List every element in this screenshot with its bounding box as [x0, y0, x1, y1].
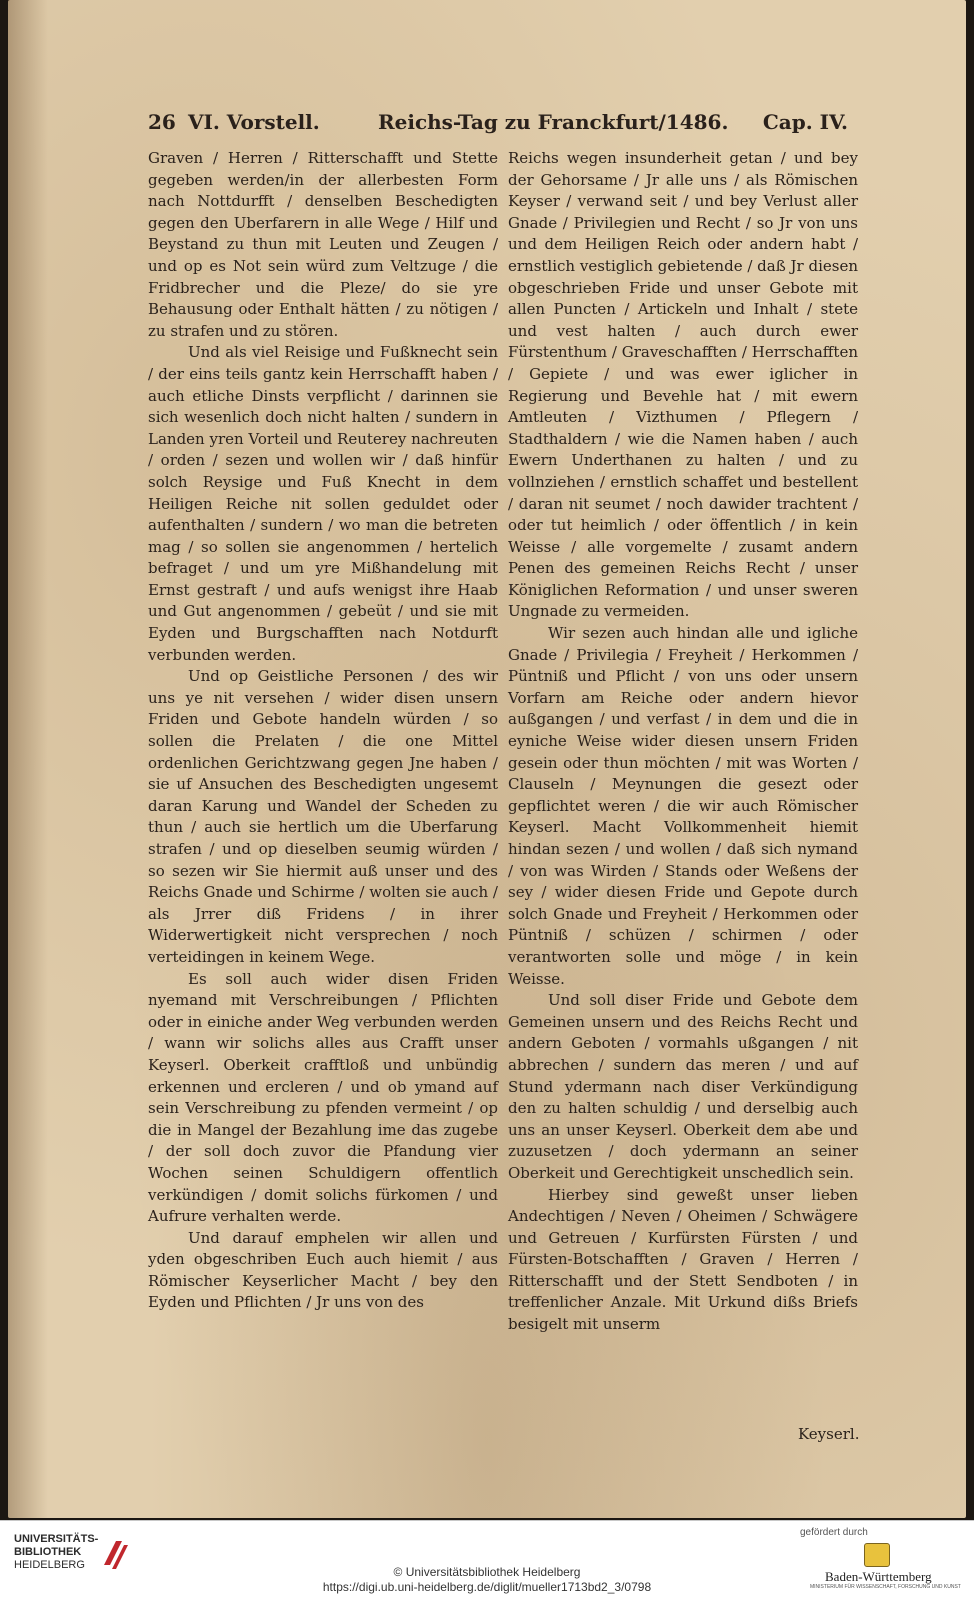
paragraph: Und darauf emphelen wir allen und yden obgeschriben Euch auch hiemit / aus Römischer Keyserlicher Macht / bey den Eyden und Pflichten / Jr uns von des: [148, 1228, 498, 1312]
paragraph: Es soll auch wider disen Friden nyemand mit Verschreibungen / Pflichten oder in einiche ander Weg verbunden werden / wann wir solichs alles aus Crafft unser Keyserl. Oberkeit crafftloß und unbündig erkennen und ercleren / und ob ymand auf sein Verschreibung zu pfenden vermeint / op die in Mangel der Bezahlung ime das zugebe / der soll doch zuvor die Pfandung vier Wochen seinen Schuldigern offentlich verkündigen / domit solichs fürkomen / und Aufrure verhalten werde.: [148, 969, 498, 1226]
paragraph: Wir sezen auch hindan alle und igliche Gnade / Privilegia / Freyheit / Herkommen / Püntniß und Pflicht / von uns oder unsern Vorfarn am Reiche oder andern hievor außgangen / und verfast / in dem und die in eyniche Weise wider diesen unsern Friden gesein oder thun möchten / mit was Worten / Clauseln / Meynungen die gesezt oder gepflichtet weren / die wir auch Römischer Keyserl. Macht Vollkommenheit hiemit hindan sezen / und wollen / daß sich nymand / von was Wirden / Stands oder Weßens der sey / wider diesen Fride und Gepote durch solch Gnade und Freyheit / Herkommen oder Püntniß / schüzen / schirmen / oder verantworten solle und möge / in kein Weisse.: [508, 624, 858, 988]
page-number: 26: [148, 110, 176, 134]
funder-subtitle: MINISTERIUM FÜR WISSENSCHAFT, FORSCHUNG UND KUNST: [810, 1584, 961, 1590]
document-page: [8, 0, 966, 1518]
paragraph: Reichs wegen insunderheit getan / und bey der Gehorsame / Jr alle uns / als Römischen Keyser / verwand seit / und bey Verlust aller Gnade / Privilegien und Recht / so Jr von uns und dem Heiligen Reich oder andern habt / ernstlich vestiglich gebietende / daß Jr diesen obgeschrieben Fride und unser Gebote mit allen Puncten / Artickeln und Inhalt / stete und vest halten / auch durch ewer Fürstenthum / Graveschafften / Herrschafften / Gepiete / und was ewer iglicher in Regierung und Bevehle hat / mit ewern Amtleuten / Vizthumen / Pflegern / Stadthaldern / wie die Namen haben / auch Ewern Underthanen zu halten / und zu vollnziehen / ernstlich schaffet und bestellent / daran nit seumet / noch dawider trachtent / oder tut heimlich / oder öffentlich / in kein Weisse / alle vorgemelte / zusamt andern Penen des gemeinen Reichs Recht / unser Königlichen Reformation / und unser sweren Ungnade zu vermeiden.: [508, 149, 858, 621]
funder-name[interactable]: Baden-Württemberg: [825, 1569, 932, 1584]
funding-label: gefördert durch: [800, 1527, 868, 1538]
paragraph: Und op Geistliche Personen / des wir uns ye nit versehen / wider disen unsern Friden und Gebote handeln würden / so sollen die Prelaten / die one Mittel ordenlichen Gerichtzwang gegen Jne haben / sie uf Ansuchen des Beschedigten ungesemt daran Karung und Wandel der Scheden zu thun / auch sie hertlich um die Uberfarung strafen / und op dieselben seumig würden / so sezen wir Sie hiermit auß unser und des Reichs Gnade und Schirme / wolten sie auch / als Jrrer diß Fridens / in ihrer Widerwertigkeit nicht versprechen / noch verteidingen in keinem Wege.: [148, 667, 498, 966]
left-column: [148, 148, 498, 1314]
permalink-url[interactable]: https://digi.ub.uni-heidelberg.de/diglit/mueller1713bd2_3/0798: [322, 1580, 652, 1594]
running-header: [148, 104, 848, 140]
right-column: [508, 148, 858, 1336]
footer-bar: [0, 1520, 974, 1597]
paragraph: Hierbey sind geweßt unser lieben Andechtigen / Neven / Oheimen / Schwägere und Getreuen / Kurfürsten Fürsten / und Fürsten-Botschafften / Graven / Herren / Ritterschafft und der Stett Sendboten / in treffenlicher Anzale. Mit Urkund dißs Briefs besigelt mit unserm: [508, 1185, 858, 1334]
paragraph: Und als viel Reisige und Fußknecht sein / der eins teils gantz kein Herrschafft haben / auch etliche Dinsts verpflicht / darinnen sie sich wesenlich doch nicht halten / sundern in Landen yren Vorteil und Reuterey nachreuten / orden / sezen und wollen wir / daß hinfür solch Reysige und Fuß Knecht in dem Heiligen Reiche nit sollen geduldet oder aufenthalten / sundern / wo man die betreten mag / so sollen sie angenommen / hertelich befraget / und um yre Mißhandelung mit Ernst gestraft / und aufs wenigst ihre Haab und Gut angenommen / gebeüt / und sie mit Eyden und Burgschafften nach Notdurft verbunden werden.: [148, 343, 499, 664]
paragraph: Und soll diser Fride und Gebote dem Gemeinen unsern und des Reichs Recht und andern Geboten / vormahls ußgangen / nit abbrechen / sundern das meren / und auf Stund ydermann nach diser Verkündigung den zu halten schuldig / und derselbig auch uns an unser Keyserl. Oberkeit dem abe und zuzusetzen / doch ydermann an seiner Oberkeit und Gerechtigkeit unschedlich sein.: [508, 991, 858, 1182]
coat-of-arms-icon: [864, 1543, 890, 1567]
library-name-line: HEIDELBERG: [14, 1559, 85, 1571]
running-title: Reichs-Tag zu Franckfurt/1486.: [378, 110, 729, 134]
chapter-label: Cap. IV.: [762, 110, 848, 134]
library-name-line: BIBLIOTHEK: [14, 1546, 82, 1558]
paragraph: Graven / Herren / Ritterschafft und Stette gegeben werden/in der allerbesten Form nach Nottdurfft / denselben Beschedigten gegen den Uberfarern in alle Wege / Hilf und Beystand zu thun mit Leuten und Zeugen / und op es Not sein würd zum Veltzuge / die Fridbrecher und die Pleze/ do sie yre Behausung oder Enthalt hätten / zu nötigen / zu strafen und zu stören.: [148, 149, 498, 340]
library-name-line: UNIVERSITÄTS-: [14, 1533, 99, 1545]
section-title: VI. Vorstell.: [188, 110, 320, 134]
copyright-text: © Universitätsbibliothek Heidelberg: [393, 1565, 581, 1579]
signoff: Keyserl.: [798, 1425, 860, 1443]
